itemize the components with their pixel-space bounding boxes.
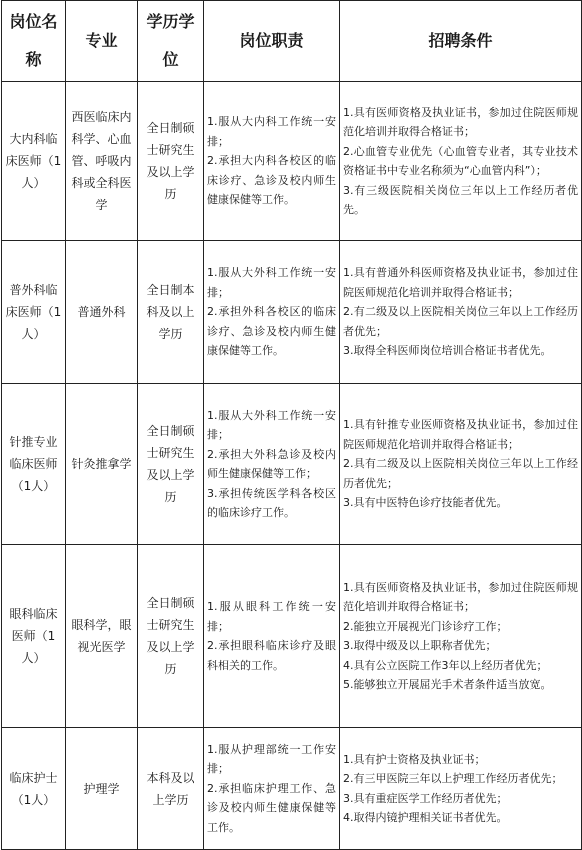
duty-item: 1.服从护理部统一工作安排； — [207, 742, 336, 776]
header-position: 岗位名称 — [2, 1, 66, 82]
requirement-item: 4.取得内镜护理相关证书者优先。 — [343, 811, 508, 824]
duties-cell — [204, 384, 340, 545]
duty-item: 1.服从大内科工作统一安排； — [207, 115, 336, 148]
requirement-item: 3.取得中级及以上职称者优先； — [343, 639, 497, 652]
table-header-row — [2, 1, 582, 82]
major-cell: 眼科学，眼视光医学 — [66, 545, 138, 728]
header-major: 专业 — [66, 1, 138, 82]
table-row — [2, 384, 582, 545]
requirement-item: 1.具有医师资格及执业证书，参加过住院医师规范化培训并取得合格证书； — [343, 580, 578, 613]
education-cell: 全日制硕士研究生及以上学历 — [138, 384, 204, 545]
duty-item: 2.承担眼科临床诊疗及眼科相关的工作。 — [207, 639, 336, 672]
education-cell: 全日制硕士研究生及以上学历 — [138, 82, 204, 241]
requirement-item: 1.具有普通外科医师资格及执业证书，参加过住院医师规范化培训并取得合格证书； — [343, 266, 578, 299]
duty-item: 2.承担大内科各校区的临床诊疗、急诊及校内师生健康保健等工作。 — [207, 154, 336, 207]
requirement-item: 4.具有公立医院工作3年以上经历者优先； — [343, 658, 548, 672]
position-cell: 针推专业临床医师（1人） — [2, 384, 66, 545]
requirement-item: 2.心血管专业优先（心血管专业者，其专业技术资格证书中专业名称须为“心血管内科”）； — [343, 144, 578, 177]
requirement-item: 3.取得全科医师岗位培训合格证书者优先。 — [343, 344, 552, 358]
requirement-item: 2.能独立开展视光门诊诊疗工作； — [343, 619, 508, 633]
education-cell: 全日制硕士研究生及以上学历 — [138, 545, 204, 728]
duty-item: 2.承担外科各校区的临床诊疗、急诊及校内师生健康保健等工作。 — [207, 305, 336, 358]
header-duties: 岗位职责 — [204, 1, 340, 82]
duty-item: 3.承担传统医学科各校区的临床诊疗工作。 — [207, 486, 336, 519]
requirement-item: 1.具有针推专业医师资格及执业证书，参加过住院医师规范化培训并取得合格证书； — [343, 418, 578, 451]
requirements-cell — [340, 728, 582, 850]
requirement-item: 2.有二级及以上医院相关岗位三年以上工作经历者优先； — [343, 305, 578, 338]
requirement-item: 1.具有护士资格及执业证书； — [343, 752, 486, 766]
position-cell: 临床护士（1人） — [2, 728, 66, 850]
requirements-cell — [340, 82, 582, 241]
major-cell: 普通外科 — [66, 241, 138, 384]
requirements-cell — [340, 545, 582, 728]
position-cell: 眼科临床医师（1人） — [2, 545, 66, 728]
requirement-item: 3.具有重症医学工作经历者优先； — [343, 791, 508, 805]
header-requirements: 招聘条件 — [340, 1, 582, 82]
major-cell: 西医临床内科学、心血管、呼吸内科或全科医学 — [66, 82, 138, 241]
requirement-item: 5.能够独立开展屈光手术者条件适当放宽。 — [343, 678, 552, 691]
table-row — [2, 82, 582, 241]
duty-item: 1.服从大外科工作统一安排； — [207, 408, 336, 441]
requirement-item: 2.具有二级及以上医院相关岗位三年以上工作经历者优先； — [343, 457, 578, 490]
duties-cell — [204, 728, 340, 850]
duties-cell — [204, 241, 340, 384]
position-cell: 大内科临床医师（1人） — [2, 82, 66, 241]
duty-item: 2.承担临床护理工作、急诊及校内师生健康保健等工作。 — [207, 781, 336, 834]
education-cell: 本科及以上学历 — [138, 728, 204, 850]
requirement-item: 3.具有中医特色诊疗技能者优先。 — [343, 496, 508, 510]
major-cell: 针灸推拿学 — [66, 384, 138, 545]
requirements-cell — [340, 384, 582, 545]
position-cell: 普外科临床医师（1人） — [2, 241, 66, 384]
duty-item: 1.服从大外科工作统一安排； — [207, 266, 336, 299]
duties-cell — [204, 545, 340, 728]
education-cell: 全日制本科及以上学历 — [138, 241, 204, 384]
requirement-item: 2.有三甲医院三年以上护理工作经历者优先； — [343, 772, 563, 785]
requirements-cell — [340, 241, 582, 384]
duty-item: 2.承担大外科急诊及校内师生健康保健等工作； — [207, 447, 336, 480]
major-cell: 护理学 — [66, 728, 138, 850]
requirement-item: 3.有三级医院相关岗位三年以上工作经历者优先。 — [343, 183, 578, 216]
table-row — [2, 545, 582, 728]
recruitment-table — [1, 0, 582, 850]
duties-cell — [204, 82, 340, 241]
header-education: 学历学位 — [138, 1, 204, 82]
requirement-item: 1.具有医师资格及执业证书，参加过住院医师规范化培训并取得合格证书； — [343, 105, 578, 138]
table-row — [2, 241, 582, 384]
duty-item: 1.服从眼科工作统一安排； — [207, 600, 336, 633]
table-row — [2, 728, 582, 850]
